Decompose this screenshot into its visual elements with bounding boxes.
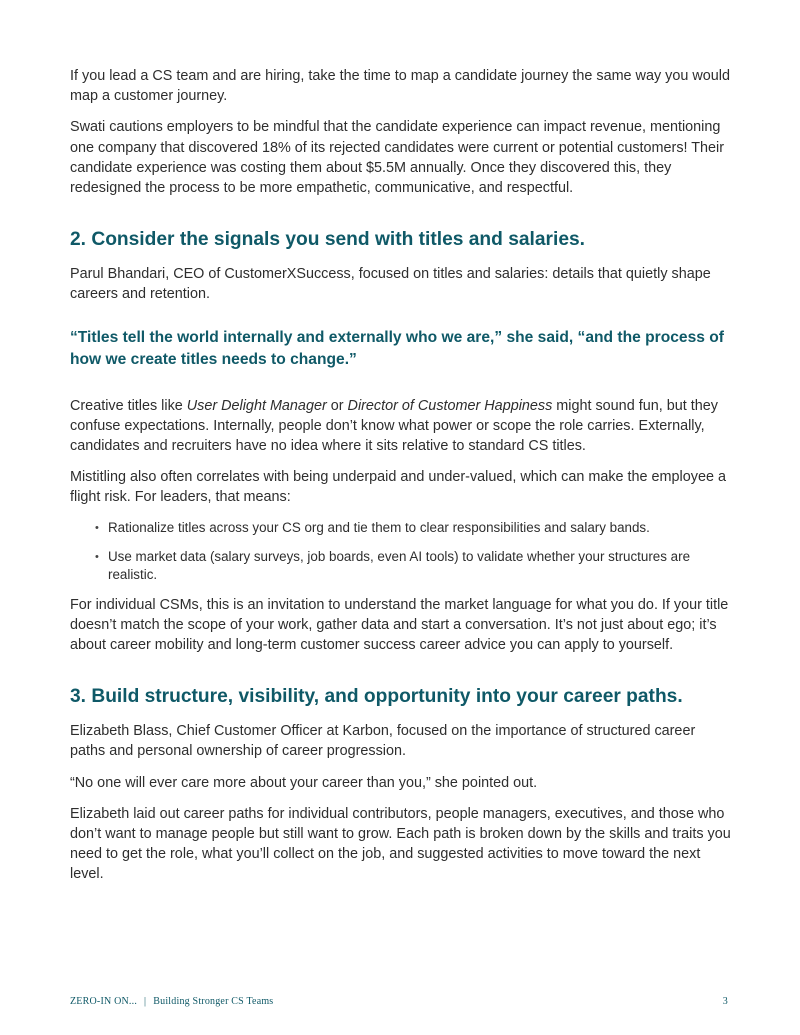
section-3-paragraph-2: “No one will ever care more about your career than you,” she pointed out.	[70, 774, 538, 791]
intro-paragraph-2: Swati cautions employers to be mindful that the candidate experience can impact revenue, mentioning one company that discovered 18% of its rejected candidates were current or potential customers! Their candidate experience was costing them about $5.5M annually. Once they discovered this, they redesigned the process to be more empathetic, communicative, and respectful.	[70, 119, 725, 197]
section-2-paragraph-3: Mistitling also often correlates with being underpaid and under-valued, which can make the employee a flight risk. For leaders, that means:	[70, 469, 726, 506]
text-run: might sound fun, but they confuse expectations. Internally, people don’t know what power or scope the role carries. Externally, candidates and recruiters have no idea where it sits relative to standard CS titles.	[70, 397, 718, 455]
footer-title: Building Stronger CS Teams	[153, 996, 274, 1007]
section-3-paragraph-3: Elizabeth laid out career paths for individual contributors, people managers, executives, and those who don’t want to manage people but still want to grow. Each path is broken down by the skills and traits you need to get the role, what you’ll collect on the job, and suggested activities to move toward the next level.	[70, 805, 731, 883]
page-footer	[70, 996, 730, 1010]
footer-series: ZERO-IN ON...	[70, 996, 138, 1007]
section-3-heading: 3. Build structure, visibility, and opportunity into your career paths.	[70, 686, 683, 708]
document-page	[70, 66, 732, 896]
section-3-paragraph-1: Elizabeth Blass, Chief Customer Officer at Karbon, focused on the importance of structured career paths and personal ownership of career progression.	[70, 723, 696, 760]
list-item: • Use market data (salary surveys, job boards, even AI tools) to validate whether your structures are realistic.	[108, 548, 732, 584]
section-2-heading: 2. Consider the signals you send with titles and salaries.	[70, 229, 586, 251]
section-2-paragraph-4: For individual CSMs, this is an invitation to understand the market language for what you do. If your title doesn’t match the scope of your work, gather data and start a conversation. It’s not just about ego; it’s about career mobility and long-term customer success career advice you can apply to yourself.	[70, 596, 729, 654]
text-run: Creative titles like	[70, 397, 187, 414]
text-run: or	[326, 397, 348, 414]
intro-paragraph-1: If you lead a CS team and are hiring, take the time to map a candidate journey the same way you would map a customer journey.	[70, 68, 730, 105]
section-2-paragraph-2	[70, 396, 732, 457]
example-title-2: Director of Customer Happiness	[347, 397, 553, 414]
list-item: • Rationalize titles across your CS org and tie them to clear responsibilities and salary bands.	[108, 519, 732, 537]
footer-separator: |	[144, 996, 147, 1007]
section-2-paragraph-1: Parul Bhandari, CEO of CustomerXSuccess, focused on titles and salaries: details that quietly shape careers and retention.	[70, 266, 711, 303]
example-title-1: User Delight Manager	[186, 397, 327, 414]
leader-actions-list	[70, 519, 732, 584]
pull-quote: “Titles tell the world internally and externally who we are,” she said, “and the process of how we create titles needs to change.”	[70, 328, 724, 369]
page-number: 3	[722, 996, 728, 1007]
